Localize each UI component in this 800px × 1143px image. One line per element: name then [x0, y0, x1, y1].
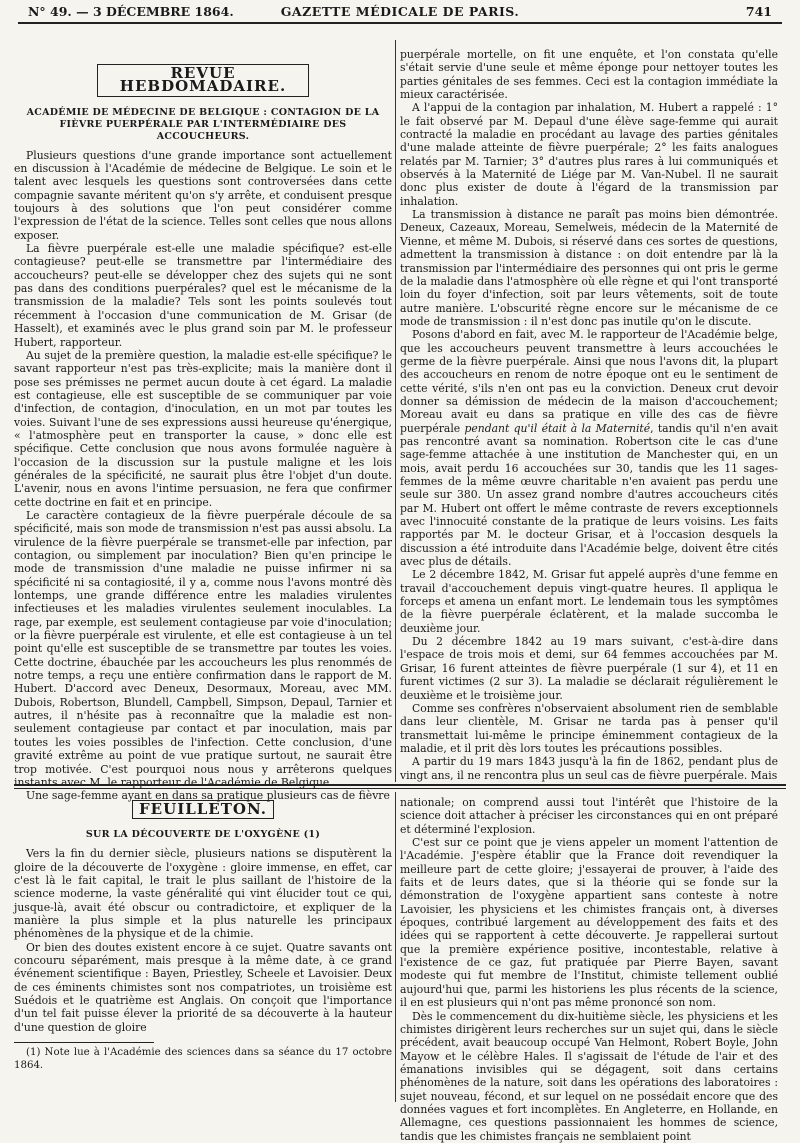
feuilleton-rule-thick [14, 784, 786, 786]
paragraph: Comme ses confrères n'observaient absolument rien de semblable dans leur clientèle, M. Grisar ne tarda pas à penser qu'il transmettait lui-même le principe éminemment contagieux de la maladie, et il prit dès lors toutes les précautions possibles. [400, 701, 778, 755]
paragraph: C'est sur ce point que je viens appeler un moment l'attention de l'Académie. J'espère établir que la France doit revendiquer la meilleure part de cette gloire; j'essayerai de prouver, à l'aide des faits et de leurs dates, que si la théorie qui se fonde sur la démonstration de l'oxygène appartient sans conteste à notre Lavoisier, les physiciens et les chimistes français ont, à diverses époques, contribué largement au développement des faits et des idées qui se rapportent à cette découverte. Je rappellerai surtout que la première expérience positive, incontestable, relative à l'existence de ce gaz, fut pratiquée par Pierre Bayen, savant modeste qui fut membre de l'Institut, chimiste tellement oublié aujourd'hui que, parmi les historiens les plus récents de la science, il en est plusieurs qui n'ont pas même prononcé son nom. [400, 836, 778, 1010]
feuilleton-column-right [400, 796, 778, 1143]
feuilleton-subtitle: SUR LA DÉCOUVERTE DE L'OXYGÈNE (1) [85, 829, 321, 841]
revue-column-left [14, 48, 392, 803]
paragraph: Le caractère contagieux de la fièvre puerpérale découle de sa spécificité, mais son mode de transmission n'est pas aussi absolu. La virulence de la fièvre puerpérale se transmet-elle par infection, par contagion, ou simplement par inoculation? Bien qu'en principe le mode de transmission d'une maladie ne puisse infirmer ni sa spécificité ni sa contagiosité, il y a, comme nous l'avons montré dès lontemps, une grande différence entre les maladies virulentes infectieuses et les maladies virulentes seulement inoculables. La rage, par exemple, est seulement contagieuse par voie d'inoculation; or la fièvre puerpérale est virulente, et elle est contagieuse à un tel point qu'elle est susceptible de se transmettre par toutes les voies. Cette doctrine, ébauchée par les accoucheurs les plus renommés de notre temps, a reçu une entière confirmation dans le rapport de M. Hubert. D'accord avec Deneux, Desormaux, Moreau, avec MM. Dubois, Robertson, Blundell, Campbell, Simpson, Depaul, Tarnier et autres, il n'hésite pas à reconnaître que la maladie est non-seulement contagieuse par contact et par inoculation, mais par toutes les voies possibles de l'infection. Cette conclusion, d'une gravité extrême au point de vue pratique surtout, ne saurait être trop motivée. C'est pourquoi nous nous y arrêterons quelques instants avec M. le rapporteur de l'Académie de Belgique. [14, 508, 392, 789]
revue-column-right [400, 48, 778, 780]
italic-phrase: pendant qu'il était à la Maternité [464, 421, 651, 435]
footnote-rule [14, 1042, 154, 1043]
paragraph: nationale; on comprend aussi tout l'intérêt que l'histoire de la science doit attacher à préciser les circonstances qui en ont préparé et déterminé l'explosion. [400, 796, 778, 836]
feuilleton-column-left [14, 796, 392, 1096]
paragraph: Or bien des doutes existent encore à ce sujet. Quatre savants ont concouru séparément, mais presque à la même date, à ce grand événement scientifique : Bayen, Priestley, Scheele et Lavoisier. Deux de ces éminents chimistes sont nos compatriotes, un troisième est Suédois et le quatrième est Anglais. On conçoit que l'importance d'un tel fait puisse élever la priorité de sa découverte à la hauteur d'une question de gloire [14, 940, 392, 1034]
paragraph: Dès le commencement du dix-huitième siècle, les physiciens et les chimistes dirigèrent leurs recherches sur un sujet qui, dans le siècle précédent, avait beaucoup occupé Van Helmont, Robert Boyle, John Mayow et le célèbre Hales. Il s'agissait de l'étude de l'air et des émanations invisibles qui se dégagent, soit dans certains phénomènes de la nature, soit dans les opérations des laboratoires : sujet nouveau, fécond, et sur lequel on ne possédait encore que des données vagues et fort incomplètes. En Angleterre, en Hollande, en Allemagne, ces questions passionnaient les hommes de science, tandis que les chimistes français ne semblaient point [400, 1009, 778, 1143]
feuilleton-rule-thin [14, 788, 786, 789]
issue-date: N° 49. — 3 DÉCEMBRE 1864. [28, 4, 234, 19]
journal-title: GAZETTE MÉDICALE DE PARIS. [280, 4, 520, 19]
paragraph: Du 2 décembre 1842 au 19 mars suivant, c'est-à-dire dans l'espace de trois mois et demi, sur 64 femmes accouchées par M. Grisar, 16 furent atteintes de fièvre puerpérale (1 sur 4), et 11 en furent victimes (2 sur 3). La maladie se déclarait régulièrement le deuxième et le troisième jour. [400, 635, 778, 702]
paragraph: puerpérale mortelle, on fit une enquête, et l'on constata qu'elle s'était servie d'une seule et même éponge pour nettoyer toutes les parties génitales de ses femmes. Ceci est la contagion immédiate la mieux caractérisée. [400, 48, 778, 102]
paragraph: A partir du 19 mars 1843 jusqu'à la fin de 1862, pendant plus de vingt ans, il ne rencontra plus un seul cas de fièvre puerpérale. Mais [400, 755, 778, 782]
page-number: 741 [745, 4, 772, 19]
paragraph: Vers la fin du dernier siècle, plusieurs nations se disputèrent la gloire de la découverte de l'oxygène : gloire immense, en effet, car c'est là le fait capital, le trait le plus saillant de l'histoire de la science moderne, la vaste généralité qui vint élucider tout ce qui, jusque-là, avait été obscur ou contradictoire, et expliquer de la manière la plus simple et la plus naturelle les principaux phénomènes de la physique et de la chimie. [14, 847, 392, 941]
paragraph: Au sujet de la première question, la maladie est-elle spécifique? le savant rapporteur n'est pas très-explicite; mais la manière dont il pose ses prémisses ne permet aucun doute à cet égard. La maladie est contagieuse, elle est susceptible de se communiquer par voie d'infection, de contagion, d'inoculation, en un mot par toutes les voies. Suivant l'une de ses expressions aussi heureuse qu'énergique, « l'atmosphère peut en transporter la cause, » donc elle est spécifique. Cette conclusion que nous avons formulée naguère à l'occasion de la discussion sur la pustule maligne et les lois générales de la spécificité, ne saurait plus être l'objet d'un doute. L'avenir, nous en avons l'intime persuasion, ne fera que confirmer cette doctrine en fait et en principe. [14, 348, 392, 509]
revue-title: REVUE HEBDOMADAIRE. [97, 64, 309, 97]
paragraph-text: , tandis qu'il n'en avait pas rencontré avant sa nomination. Robertson cite le cas d'une sage-femme attachée à une institution de Manchester qui, en un mois, avait perdu 16 accouchées sur 30, tandis que les 11 sages-femmes de la même œuvre charitable n'en avaient pas perdu une seule sur 380. Un assez grand nombre d'autres accoucheurs cités par M. Hubert ont offert le même contraste de revers exceptionnels avec l'innocuité constante de la pratique de leurs voisins. Les faits rapportés par M. le docteur Grisar, et à l'occasion desquels la discussion a été introduite dans l'Académie belge, doivent être cités avec plus de détails. [400, 421, 778, 569]
paragraph [400, 328, 778, 568]
footnote: (1) Note lue à l'Académie des sciences dans sa séance du 17 octobre 1864. [14, 1047, 392, 1071]
column-divider-bottom [395, 792, 396, 1102]
paragraph-text: Posons d'abord en fait, avec M. le rapporteur de l'Académie belge, que les accoucheurs peuvent transmettre à leurs accouchées le germe de la fièvre puerpérale. Ainsi que nous l'avons dit, la plupart des accoucheurs en renom de notre époque ont eu le sentiment de cette vérité, s'ils n'en ont pas eu la conviction. Deneux crut devoir donner sa démission de médecin de la maison d'accouchement; Moreau avait eu dans sa pratique en ville des cas de fièvre puerpérale [400, 328, 778, 435]
paragraph: La transmission à distance ne paraît pas moins bien démontrée. Deneux, Cazeaux, Moreau, Semelweis, médecin de la Maternité de Vienne, et même M. Dubois, si réservé dans ces sortes de questions, admettent la transmission à distance : on doit entendre par là la transmission par l'intermédiaire des personnes qui ont pris le germe de la maladie dans l'atmosphère où elle règne et qui l'ont transporté loin du foyer d'infection, soit par leurs vêtements, soit de toute autre manière. L'obscurité règne encore sur le mécanisme de ce mode de transmission : il n'est donc pas inutile qu'on le discute. [400, 208, 778, 328]
paragraph: Plusieurs questions d'une grande importance sont actuellement en discussion à l'Académie de médecine de Belgique. Le soin et le talent avec lesquels les questions sont controversées dans cette compagnie savante méritent qu'on s'y arrête, et conduisent presque toujours à des solutions que l'on peut considérer comme l'expression de l'état de la science. Telles sont celles que nous allons exposer. [14, 148, 392, 242]
header-rule [18, 22, 782, 24]
column-divider-top [395, 40, 396, 782]
feuilleton-title: FEUILLETON. [132, 800, 274, 819]
paragraph: La fièvre puerpérale est-elle une maladie spécifique? est-elle contagieuse? peut-elle se transmettre par l'intermédiaire des accoucheurs? peut-elle se développer chez des sujets qui ne sont pas dans des conditions puerpérales? quel est le mécanisme de la transmission de la maladie? Tels sont les points soulevés tout récemment à l'occasion d'une communication de M. Grisar (de Hasselt), et examinés avec le plus grand soin par M. le professeur Hubert, rapporteur. [14, 242, 392, 349]
paragraph: Le 2 décembre 1842, M. Grisar fut appelé auprès d'une femme en travail d'accouchement depuis vingt-quatre heures. Il appliqua le forceps et amena un enfant mort. Le lendemain tous les symptômes de la fièvre puerpérale éclatèrent, et la malade succomba le deuxième jour. [400, 568, 778, 635]
paragraph: A l'appui de la contagion par inhalation, M. Hubert a rappelé : 1° le fait observé par M. Depaul d'une élève sage-femme qui aurait contracté la maladie en procédant au lavage des parties génitales d'une malade atteinte de fièvre puerpérale; 2° les faits analogues relatés par M. Tarnier; 3° d'autres plus rares à lui communiqués et observés à la Maternité de Liége par M. Van-Nubel. Il ne saurait donc plus exister de doute à l'égard de la transmission par inhalation. [400, 101, 778, 208]
page-header [28, 4, 772, 20]
paragraph: Une sage-femme ayant en dans sa pratique plusieurs cas de fièvre [26, 789, 390, 803]
revue-subtitle: ACADÉMIE DE MÉDECINE DE BELGIQUE : CONTAGION DE LA FIÈVRE PUERPÉRALE PAR L'INTERMÉDIAIRE DES ACCOUCHEURS. [26, 106, 380, 142]
